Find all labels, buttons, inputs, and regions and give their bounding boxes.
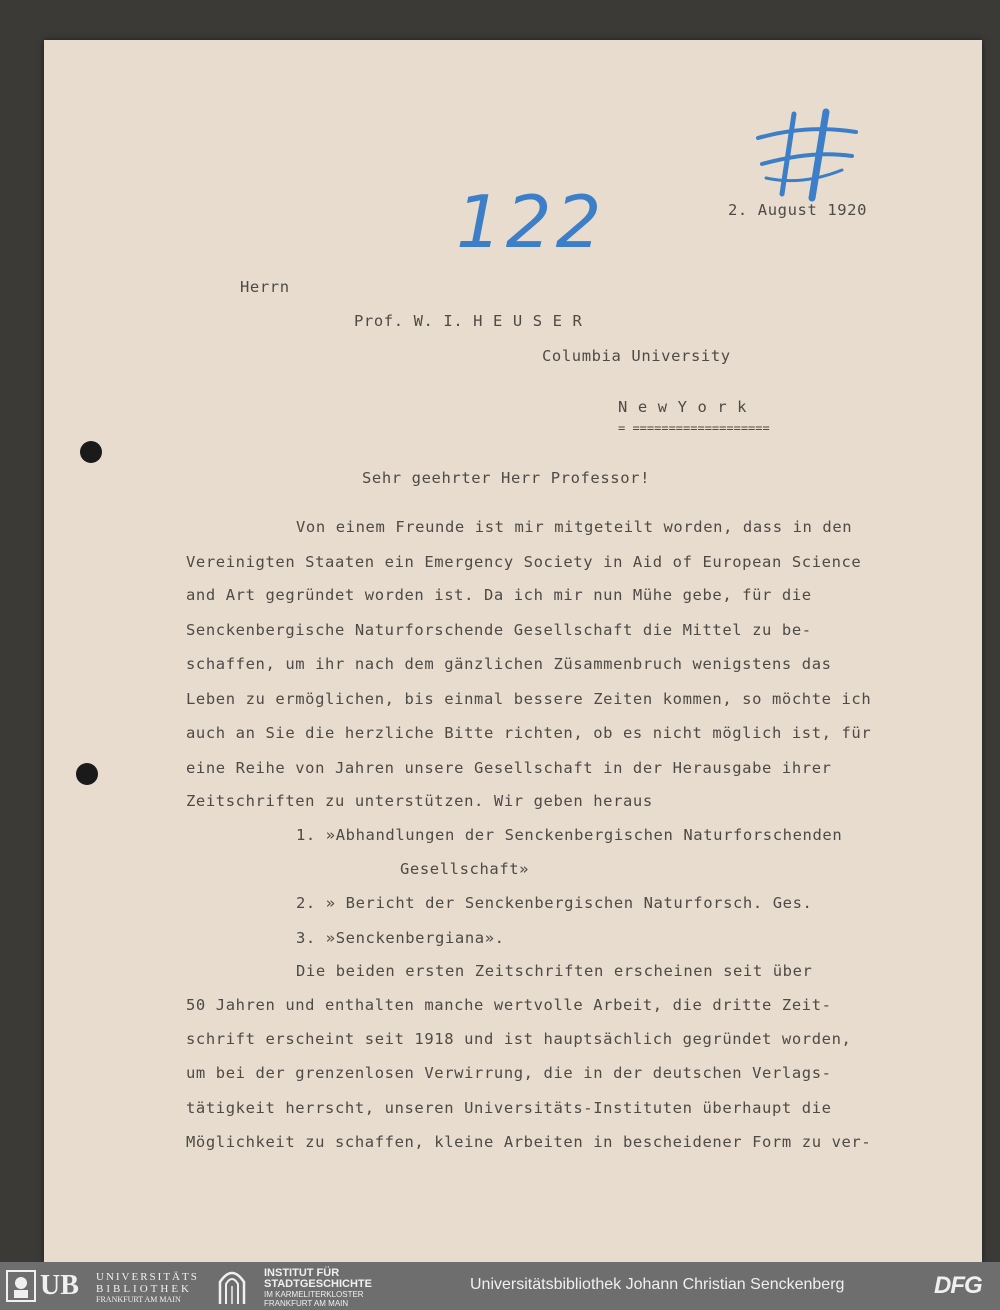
- body-line: Senckenbergische Naturforschende Gesellschaft die Mittel zu be-: [186, 621, 812, 639]
- list-item-1: 1. »Abhandlungen der Senckenbergischen Naturforschenden: [296, 826, 843, 844]
- body-line: eine Reihe von Jahren unsere Gesellschaft in der Herausgabe ihrer: [186, 759, 832, 777]
- body-line: schaffen, um ihr nach dem gänzlichen Züsammenbruch wenigstens das: [186, 655, 832, 673]
- letter-page: [44, 40, 982, 1262]
- footer-bar: [0, 1262, 1000, 1310]
- ub-logo-text: UB: [40, 1270, 79, 1301]
- dfg-logo: DFG: [934, 1272, 982, 1299]
- body-line: tätigkeit herrscht, unseren Universitäts-Instituten überhaupt die: [186, 1099, 832, 1117]
- isg-line2: STADTGESCHICHTE: [264, 1278, 372, 1290]
- body-line: schrift erscheint seit 1918 und ist hauptsächlich gegründet worden,: [186, 1030, 852, 1048]
- body-line: Leben zu ermöglichen, bis einmal bessere Zeiten kommen, so möchte ich: [186, 690, 872, 708]
- pencil-folio-number: 122: [456, 180, 606, 264]
- punch-hole-top: [80, 441, 102, 463]
- body-line: Die beiden ersten Zeitschriften erscheinen seit über: [296, 962, 813, 980]
- isg-line3: IM KARMELITERKLOSTER: [264, 1290, 364, 1299]
- body-line: and Art gegründet worden ist. Da ich mir nun Mühe gebe, für die: [186, 586, 812, 604]
- body-line: Möglichkeit zu schaffen, kleine Arbeiten in bescheidener Form zu ver-: [186, 1133, 872, 1151]
- body-line: Vereinigten Staaten ein Emergency Society in Aid of European Science: [186, 553, 862, 571]
- recipient-name: Prof. W. I. H E U S E R: [354, 312, 583, 330]
- list-item-2: 2. » Bericht der Senckenbergischen Naturforsch. Ges.: [296, 894, 813, 912]
- isg-line4: FRANKFURT AM MAIN: [264, 1299, 349, 1308]
- body-line: um bei der grenzenlosen Verwirrung, die in der deutschen Verlags-: [186, 1064, 832, 1082]
- body-line: 50 Jahren und enthalten manche wertvolle Arbeit, die dritte Zeit-: [186, 996, 832, 1014]
- isg-arch-icon: [216, 1268, 248, 1304]
- list-item-3: 3. »Senckenbergiana».: [296, 929, 505, 947]
- ub-seal-icon: [6, 1270, 36, 1302]
- pencil-hash-mark-icon: [752, 106, 862, 206]
- ub-name-line3: FRANKFURT AM MAIN: [96, 1295, 181, 1304]
- greeting: Sehr geehrter Herr Professor!: [362, 469, 651, 487]
- letter-date: 2. August 1920: [728, 201, 868, 219]
- city-underline: = ===================: [618, 421, 770, 435]
- list-item-1-cont: Gesellschaft»: [400, 860, 530, 878]
- ub-name-line1: UNIVERSITÄTS: [96, 1271, 199, 1283]
- ub-logo: [6, 1270, 92, 1302]
- footer-center-text: Universitätsbibliothek Johann Christian Senckenberg: [470, 1276, 845, 1293]
- body-line: Zeitschriften zu unterstützen. Wir geben heraus: [186, 792, 653, 810]
- recipient-institution: Columbia University: [542, 347, 731, 365]
- faded-letterhead: [154, 102, 162, 132]
- recipient-city: N e w Y o r k: [618, 398, 748, 416]
- body-line: Von einem Freunde ist mir mitgeteilt worden, dass in den: [296, 518, 853, 536]
- punch-hole-bottom: [76, 763, 98, 785]
- salutation-herrn: Herrn: [240, 278, 290, 296]
- isg-line1: INSTITUT FÜR: [264, 1267, 340, 1279]
- ub-name-line2: BIBLIOTHEK: [96, 1283, 192, 1295]
- body-line: auch an Sie die herzliche Bitte richten, ob es nicht möglich ist, für: [186, 724, 872, 742]
